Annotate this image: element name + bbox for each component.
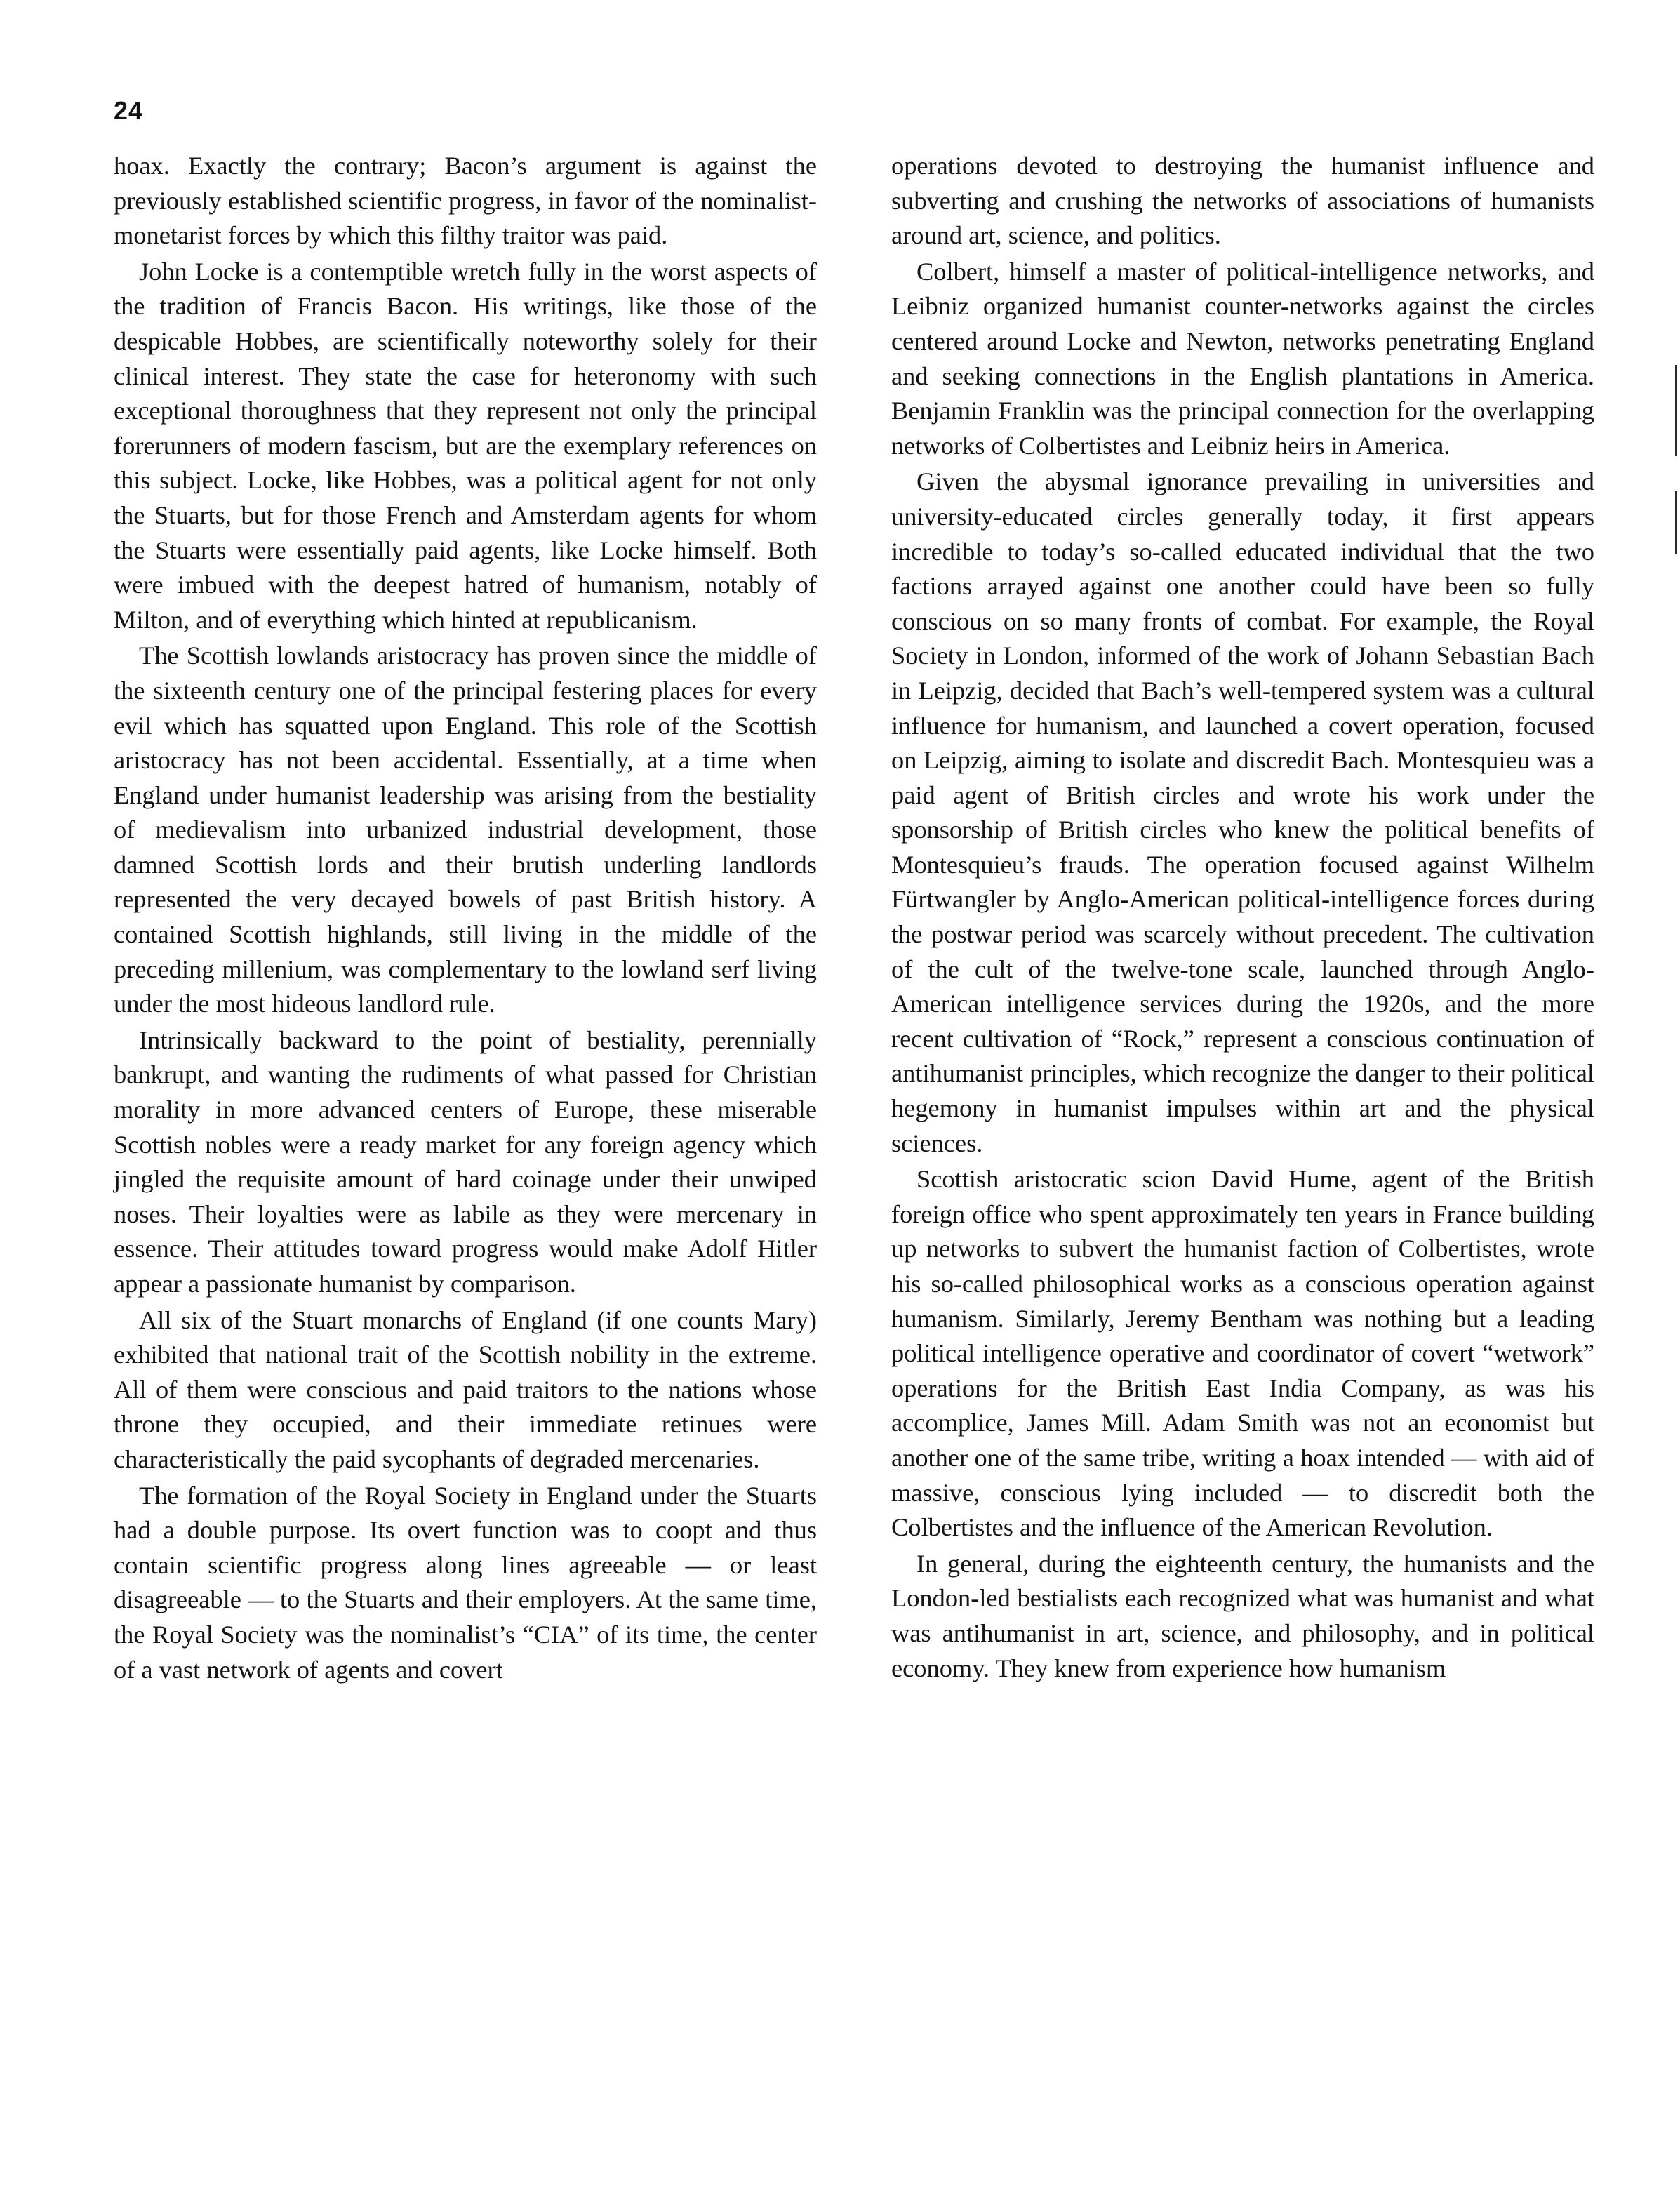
paragraph: Scottish aristocratic scion David Hume, agent of the British foreign office who spent approximately ten years in France building up networks to subvert the humanist faction of Colbertistes, wrote his so-called philosophical works as a conscious operation against humanism. Similarly, Jeremy Bentham was nothing but a leading political intelligence operative and coordinator of covert “wetwork” operations for the British East India Company, as was his accomplice, James Mill. Adam Smith was not an economist but another one of the same tribe, writing a hoax intended — with aid of massive, conscious lying included — to discredit both the Colbertistes and the influence of the American Revolution. xyxy=(891,1165,1594,1542)
paragraph: The Scottish lowlands aristocracy has proven since the middle of the sixteenth century one of the principal festering places for every evil which has squatted upon England. This role of the Scottish aristocracy has not been accidental. Essentially, at a time when England under humanist leadership was arising from the bestiality of medievalism into urbanized industrial development, those damned Scottish lords and their brutish underling landlords represented the very decayed bowels of past British history. A contained Scottish highlands, still living in the middle of the preceding millenium, was complementary to the lowland serf living under the most hideous landlord rule. xyxy=(114,641,817,1018)
paragraph: John Locke is a contemptible wretch fully in the worst aspects of the tradition of Francis Bacon. His writings, like those of the despicable Hobbes, are scientifically noteworthy solely for their clinical interest. They state the case for heteronomy with such exceptional thoroughness that they represent not only the principal forerunners of modern fascism, but are the exemplary references on this subject. Locke, like Hobbes, was a political agent for not only the Stuarts, but for those French and Amsterdam agents for whom the Stuarts were essentially paid agents, like Locke himself. Both were imbued with the deepest hatred of humanism, notably of Milton, and of everything which hinted at republicanism. xyxy=(114,257,817,634)
page-number: 24 xyxy=(114,96,144,125)
paragraph: Intrinsically backward to the point of bestiality, perennially bankrupt, and wanting the rudiments of what passed for Christian morality in more advanced centers of Europe, these miserable Scottish nobles were a ready market for any foreign agency which jingled the requisite amount of hard coinage under their unwiped noses. Their loyalties were as labile as they were mercenary in essence. Their attitudes toward progress would make Adolf Hitler appear a passionate humanist by comparison. xyxy=(114,1025,817,1298)
scan-edge-mark xyxy=(1675,491,1677,554)
paragraph: Given the abysmal ignorance prevailing in universities and university-educated circles generally today, it first appears incredible to today’s so-called educated individual that the two factions arrayed against one another could have been so fully conscious on so many fronts of combat. For example, the Royal Society in London, informed of the work of Johann Sebastian Bach in Leipzig, decided that Bach’s well-tempered system was a cultural influence for humanism, and launched a covert operation, focused on Leipzig, aiming to isolate and discredit Bach. Montesquieu was a paid agent of British circles and wrote his work under the sponsorship of British circles who knew the political benefits of Montesquieu’s frauds. The operation focused against Wilhelm Fürtwangler by Anglo-American political-intelligence forces during the postwar period was scarcely without precedent. The cultivation of the cult of the twelve-tone scale, launched through Anglo-American intelligence services during the 1920s, and the more recent cultivation of “Rock,” represent a conscious continuation of antihumanist principles, which recognize the danger to their political hegemony in humanist impulses within art and the physical sciences. xyxy=(891,467,1594,1157)
scan-edge-mark xyxy=(1675,365,1677,456)
paragraph: All six of the Stuart monarchs of England (if one counts Mary) exhibited that national trait of the Scottish nobility in the extreme. All of them were conscious and paid traitors to the nations whose throne they occupied, and their immediate retinues were characteristically the paid sycophants of degraded mercenaries. xyxy=(114,1305,817,1473)
paragraph: The formation of the Royal Society in England under the Stuarts had a double purpose. Its overt function was to coopt and thus contain scientific progress along lines agreeable — or least disagreeable — to the Stuarts and their employers. At the same time, the Royal Society was the nominalist’s “CIA” of its time, the center of a vast network of agents and covert xyxy=(114,1481,817,1684)
paragraph: In general, during the eighteenth century, the humanists and the London-led bestialists each recognized what was humanist and what was antihumanist in art, science, and philosophy, and in political economy. They knew from experience how humanism xyxy=(891,1549,1594,1682)
paragraph: operations devoted to destroying the humanist influence and subverting and crushing the networks of associations of humanists around art, science, and politics. xyxy=(891,152,1594,250)
paragraph: Colbert, himself a master of political-intelligence networks, and Leibniz organized humanist counter-networks against the circles centered around Locke and Newton, networks penetrating England and seeking connections in the English plantations in America. Benjamin Franklin was the principal connection for the overlapping networks of Colbertistes and Leibniz heirs in America. xyxy=(891,257,1594,460)
left-column xyxy=(114,149,817,1689)
paragraph: hoax. Exactly the contrary; Bacon’s argument is against the previously established scientific progress, in favor of the nominalist-monetarist forces by which this filthy traitor was paid. xyxy=(114,152,817,250)
right-column xyxy=(891,149,1594,1687)
